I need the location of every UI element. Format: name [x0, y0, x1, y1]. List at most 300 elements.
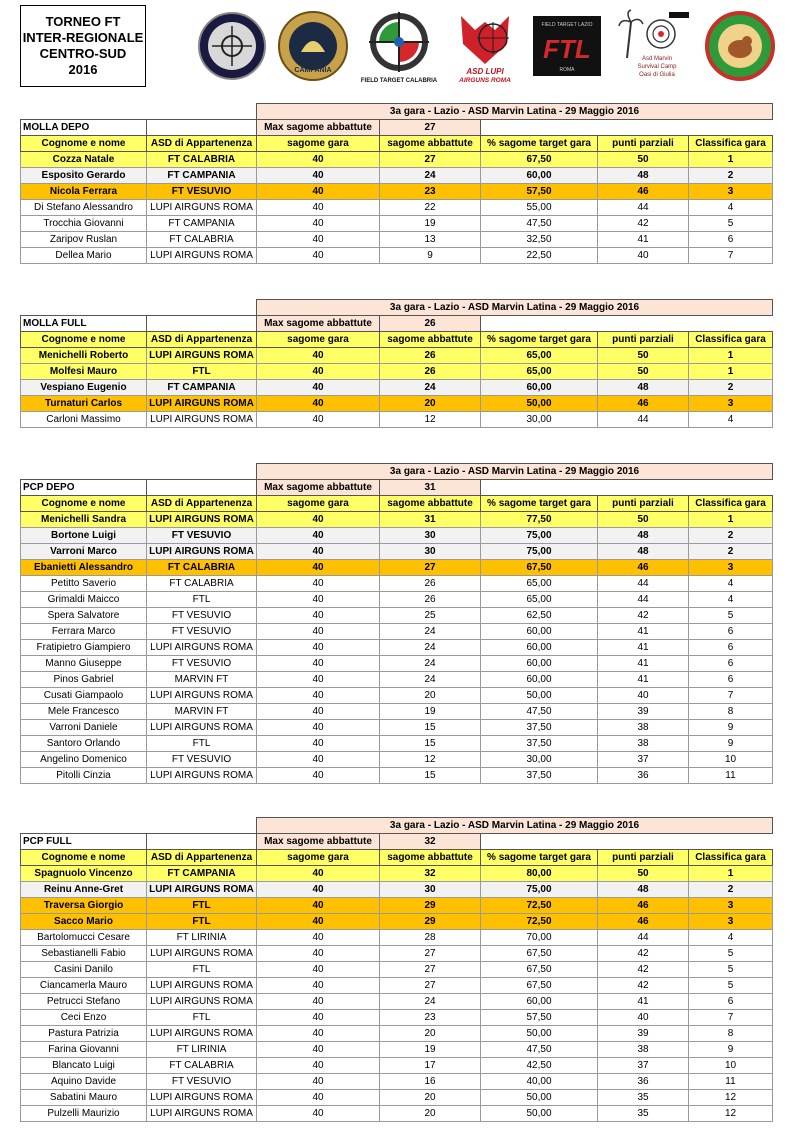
competitor-name: Sebastianelli Fabio [21, 946, 147, 962]
table-row [21, 232, 773, 248]
table-row [21, 736, 773, 752]
col-header: Classifica gara [689, 496, 773, 512]
hit-percentage: 50,00 [481, 396, 598, 412]
partial-points: 38 [598, 720, 689, 736]
section-pcp-full [20, 817, 772, 1122]
targets-total: 40 [257, 364, 380, 380]
club-name: FT VESUVIO [147, 184, 257, 200]
table-row [21, 656, 773, 672]
targets-total: 40 [257, 184, 380, 200]
club-name: FT VESUVIO [147, 624, 257, 640]
hit-percentage: 47,50 [481, 216, 598, 232]
targets-hit: 15 [380, 720, 481, 736]
table-row [21, 248, 773, 264]
targets-total: 40 [257, 248, 380, 264]
club-name: FT LIRINIA [147, 930, 257, 946]
competitor-name: Zaripov Ruslan [21, 232, 147, 248]
table-row [21, 1042, 773, 1058]
table-row [21, 364, 773, 380]
targets-total: 40 [257, 640, 380, 656]
club-name: MARVIN FT [147, 672, 257, 688]
table-row [21, 704, 773, 720]
club-name: FT LIRINIA [147, 1042, 257, 1058]
table-row [21, 624, 773, 640]
table-row [21, 184, 773, 200]
race-rank: 11 [689, 768, 773, 784]
race-rank: 5 [689, 978, 773, 994]
table-row [21, 768, 773, 784]
race-rank: 4 [689, 592, 773, 608]
targets-hit: 20 [380, 1106, 481, 1122]
targets-total: 40 [257, 994, 380, 1010]
table-row [21, 1010, 773, 1026]
svg-text:Asd Marvin: Asd Marvin [641, 56, 673, 62]
club-name: FT VESUVIO [147, 1074, 257, 1090]
partial-points: 36 [598, 1074, 689, 1090]
targets-hit: 26 [380, 348, 481, 364]
targets-hit: 23 [380, 184, 481, 200]
partial-points: 41 [598, 232, 689, 248]
race-rank: 5 [689, 962, 773, 978]
col-header: sagome abbattute [380, 850, 481, 866]
race-rank: 4 [689, 576, 773, 592]
targets-hit: 23 [380, 1010, 481, 1026]
targets-total: 40 [257, 752, 380, 768]
race-rank: 8 [689, 704, 773, 720]
partial-points: 46 [598, 914, 689, 930]
competitor-name: Di Stefano Alessandro [21, 200, 147, 216]
category-label: PCP DEPO [21, 480, 147, 496]
partial-points: 46 [598, 560, 689, 576]
hit-percentage: 50,00 [481, 1026, 598, 1042]
partial-points: 40 [598, 688, 689, 704]
col-header: sagome abbattute [380, 136, 481, 152]
hit-percentage: 67,50 [481, 962, 598, 978]
hit-percentage: 65,00 [481, 348, 598, 364]
table-row [21, 898, 773, 914]
targets-total: 40 [257, 560, 380, 576]
club-name: LUPI AIRGUNS ROMA [147, 396, 257, 412]
sponsor-logos [196, 8, 776, 88]
targets-total: 40 [257, 1074, 380, 1090]
targets-total: 40 [257, 412, 380, 428]
col-header: punti parziali [598, 136, 689, 152]
targets-hit: 15 [380, 736, 481, 752]
ftl-logo [532, 8, 602, 84]
table-row [21, 962, 773, 978]
targets-total: 40 [257, 1042, 380, 1058]
col-header: punti parziali [598, 496, 689, 512]
hit-percentage: 67,50 [481, 978, 598, 994]
race-rank: 4 [689, 412, 773, 428]
hit-percentage: 37,50 [481, 720, 598, 736]
hit-percentage: 60,00 [481, 168, 598, 184]
targets-hit: 24 [380, 672, 481, 688]
targets-total: 40 [257, 200, 380, 216]
targets-hit: 25 [380, 608, 481, 624]
results-table [20, 299, 773, 428]
column-header-row [21, 332, 773, 348]
targets-hit: 31 [380, 512, 481, 528]
targets-total: 40 [257, 1106, 380, 1122]
race-rank: 7 [689, 1010, 773, 1026]
col-header: Cognome e nome [21, 332, 147, 348]
competitor-name: Pitolli Cinzia [21, 768, 147, 784]
targets-total: 40 [257, 882, 380, 898]
targets-hit: 26 [380, 592, 481, 608]
table-row [21, 1106, 773, 1122]
hit-percentage: 50,00 [481, 1090, 598, 1106]
targets-total: 40 [257, 1026, 380, 1042]
table-row [21, 930, 773, 946]
table-row [21, 1026, 773, 1042]
event-banner: 3a gara - Lazio - ASD Marvin Latina - 29 Maggio 2016 [257, 300, 773, 316]
club-name: FT VESUVIO [147, 752, 257, 768]
partial-points: 48 [598, 168, 689, 184]
targets-total: 40 [257, 930, 380, 946]
club-name: FT VESUVIO [147, 528, 257, 544]
partial-points: 50 [598, 512, 689, 528]
hit-percentage: 75,00 [481, 544, 598, 560]
club-name: LUPI AIRGUNS ROMA [147, 412, 257, 428]
partial-points: 37 [598, 752, 689, 768]
targets-total: 40 [257, 672, 380, 688]
ftl-logo-text: FTL [543, 34, 591, 64]
competitor-name: Varroni Marco [21, 544, 147, 560]
race-rank: 5 [689, 216, 773, 232]
targets-hit: 24 [380, 624, 481, 640]
targets-total: 40 [257, 720, 380, 736]
hit-percentage: 22,50 [481, 248, 598, 264]
targets-total: 40 [257, 528, 380, 544]
club-name: MARVIN FT [147, 704, 257, 720]
targets-hit: 26 [380, 364, 481, 380]
targets-hit: 26 [380, 576, 481, 592]
partial-points: 50 [598, 152, 689, 168]
competitor-name: Manno Giuseppe [21, 656, 147, 672]
club-name: LUPI AIRGUNS ROMA [147, 1106, 257, 1122]
partial-points: 50 [598, 348, 689, 364]
partial-points: 41 [598, 994, 689, 1010]
partial-points: 44 [598, 592, 689, 608]
targets-total: 40 [257, 704, 380, 720]
competitor-name: Bortone Luigi [21, 528, 147, 544]
targets-total: 40 [257, 1090, 380, 1106]
club-name: LUPI AIRGUNS ROMA [147, 978, 257, 994]
club-name: FTL [147, 962, 257, 978]
club-name: FT CALABRIA [147, 232, 257, 248]
targets-hit: 29 [380, 898, 481, 914]
col-header: Cognome e nome [21, 136, 147, 152]
hit-percentage: 65,00 [481, 592, 598, 608]
targets-hit: 24 [380, 168, 481, 184]
col-header: sagome gara [257, 136, 380, 152]
race-rank: 3 [689, 560, 773, 576]
category-label: MOLLA FULL [21, 316, 147, 332]
hit-percentage: 37,50 [481, 768, 598, 784]
campania-logo-text: CAMPANIA [294, 67, 332, 74]
race-rank: 6 [689, 624, 773, 640]
hit-percentage: 30,00 [481, 752, 598, 768]
targets-hit: 24 [380, 640, 481, 656]
partial-points: 44 [598, 930, 689, 946]
targets-total: 40 [257, 544, 380, 560]
hit-percentage: 32,50 [481, 232, 598, 248]
table-row [21, 608, 773, 624]
competitor-name: Bartolomucci Cesare [21, 930, 147, 946]
partial-points: 35 [598, 1106, 689, 1122]
targets-hit: 30 [380, 528, 481, 544]
partial-points: 40 [598, 1010, 689, 1026]
table-row [21, 412, 773, 428]
targets-total: 40 [257, 576, 380, 592]
competitor-name: Spagnuolo Vincenzo [21, 866, 147, 882]
targets-hit: 27 [380, 978, 481, 994]
club-name: LUPI AIRGUNS ROMA [147, 544, 257, 560]
hit-percentage: 55,00 [481, 200, 598, 216]
hit-percentage: 67,50 [481, 946, 598, 962]
title-line: TORNEO FT [45, 14, 121, 29]
col-header: ASD di Appartenenza [147, 136, 257, 152]
competitor-name: Santoro Orlando [21, 736, 147, 752]
hit-percentage: 77,50 [481, 512, 598, 528]
targets-total: 40 [257, 962, 380, 978]
competitor-name: Pastura Patrizia [21, 1026, 147, 1042]
partial-points: 46 [598, 184, 689, 200]
targets-total: 40 [257, 946, 380, 962]
targets-hit: 16 [380, 1074, 481, 1090]
competitor-name: Farina Giovanni [21, 1042, 147, 1058]
partial-points: 48 [598, 380, 689, 396]
partial-points: 42 [598, 962, 689, 978]
club-name: FT CAMPANIA [147, 866, 257, 882]
race-rank: 2 [689, 528, 773, 544]
targets-total: 40 [257, 608, 380, 624]
section-pcp-depo [20, 463, 772, 784]
race-rank: 9 [689, 720, 773, 736]
race-rank: 2 [689, 544, 773, 560]
targets-hit: 12 [380, 752, 481, 768]
race-rank: 9 [689, 1042, 773, 1058]
tournament-title [20, 5, 146, 87]
club-name: LUPI AIRGUNS ROMA [147, 1090, 257, 1106]
race-rank: 6 [689, 656, 773, 672]
club-name: FTL [147, 898, 257, 914]
results-table [20, 817, 773, 1122]
club-name: LUPI AIRGUNS ROMA [147, 248, 257, 264]
race-rank: 4 [689, 930, 773, 946]
competitor-name: Spera Salvatore [21, 608, 147, 624]
targets-total: 40 [257, 866, 380, 882]
max-value: 26 [380, 316, 481, 332]
hit-percentage: 57,50 [481, 184, 598, 200]
race-rank: 1 [689, 364, 773, 380]
club-name: LUPI AIRGUNS ROMA [147, 768, 257, 784]
competitor-name: Esposito Gerardo [21, 168, 147, 184]
targets-hit: 30 [380, 544, 481, 560]
targets-total: 40 [257, 348, 380, 364]
partial-points: 41 [598, 672, 689, 688]
targets-hit: 20 [380, 396, 481, 412]
targets-hit: 27 [380, 946, 481, 962]
col-header: % sagome target gara [481, 850, 598, 866]
column-header-row [21, 850, 773, 866]
competitor-name: Ebanietti Alessandro [21, 560, 147, 576]
hit-percentage: 67,50 [481, 560, 598, 576]
club-name: FTL [147, 914, 257, 930]
targets-hit: 20 [380, 1090, 481, 1106]
category-label: PCP FULL [21, 834, 147, 850]
max-label: Max sagome abbattute [257, 834, 380, 850]
race-rank: 11 [689, 1074, 773, 1090]
col-header: punti parziali [598, 332, 689, 348]
targets-total: 40 [257, 624, 380, 640]
targets-hit: 20 [380, 1026, 481, 1042]
partial-points: 41 [598, 624, 689, 640]
race-rank: 9 [689, 736, 773, 752]
table-row [21, 1090, 773, 1106]
race-rank: 3 [689, 396, 773, 412]
col-header: Classifica gara [689, 332, 773, 348]
table-row [21, 576, 773, 592]
round-club-logo [704, 8, 776, 84]
competitor-name: Vespiano Eugenio [21, 380, 147, 396]
col-header: ASD di Appartenenza [147, 332, 257, 348]
partial-points: 41 [598, 640, 689, 656]
race-rank: 6 [689, 232, 773, 248]
partial-points: 36 [598, 768, 689, 784]
table-row [21, 688, 773, 704]
hit-percentage: 40,00 [481, 1074, 598, 1090]
targets-hit: 27 [380, 560, 481, 576]
targets-total: 40 [257, 768, 380, 784]
partial-points: 46 [598, 396, 689, 412]
results-table [20, 103, 773, 264]
club-name: FTL [147, 364, 257, 380]
targets-total: 40 [257, 512, 380, 528]
competitor-name: Ceci Enzo [21, 1010, 147, 1026]
race-rank: 1 [689, 152, 773, 168]
club-name: FT VESUVIO [147, 656, 257, 672]
table-row [21, 1058, 773, 1074]
targets-total: 40 [257, 592, 380, 608]
club-name: LUPI AIRGUNS ROMA [147, 1026, 257, 1042]
targets-total: 40 [257, 168, 380, 184]
col-header: ASD di Appartenenza [147, 496, 257, 512]
race-rank: 1 [689, 866, 773, 882]
targets-hit: 15 [380, 768, 481, 784]
targets-hit: 24 [380, 994, 481, 1010]
partial-points: 39 [598, 704, 689, 720]
column-header-row [21, 136, 773, 152]
competitor-name: Sabatini Mauro [21, 1090, 147, 1106]
svg-text:Survival Camp: Survival Camp [637, 64, 677, 70]
race-rank: 6 [689, 994, 773, 1010]
hit-percentage: 30,00 [481, 412, 598, 428]
competitor-name: Pinos Gabriel [21, 672, 147, 688]
col-header: punti parziali [598, 850, 689, 866]
targets-hit: 9 [380, 248, 481, 264]
event-banner: 3a gara - Lazio - ASD Marvin Latina - 29 Maggio 2016 [257, 464, 773, 480]
svg-text:Oasi di Giulia: Oasi di Giulia [639, 72, 675, 78]
competitor-name: Dellea Mario [21, 248, 147, 264]
targets-total: 40 [257, 736, 380, 752]
table-row [21, 978, 773, 994]
club-name: FT CALABRIA [147, 1058, 257, 1074]
hit-percentage: 80,00 [481, 866, 598, 882]
table-row [21, 348, 773, 364]
club-name: LUPI AIRGUNS ROMA [147, 946, 257, 962]
club-name: LUPI AIRGUNS ROMA [147, 994, 257, 1010]
title-line: CENTRO-SUD [39, 46, 127, 61]
partial-points: 39 [598, 1026, 689, 1042]
col-header: Cognome e nome [21, 496, 147, 512]
hit-percentage: 72,50 [481, 898, 598, 914]
circle-emblem-logo [196, 8, 268, 84]
col-header: sagome gara [257, 496, 380, 512]
svg-text:ROMA: ROMA [559, 67, 575, 73]
competitor-name: Casini Danilo [21, 962, 147, 978]
club-name: LUPI AIRGUNS ROMA [147, 200, 257, 216]
race-rank: 2 [689, 882, 773, 898]
targets-hit: 19 [380, 1042, 481, 1058]
partial-points: 42 [598, 608, 689, 624]
targets-total: 40 [257, 688, 380, 704]
targets-hit: 20 [380, 688, 481, 704]
targets-total: 40 [257, 152, 380, 168]
competitor-name: Varroni Daniele [21, 720, 147, 736]
partial-points: 38 [598, 736, 689, 752]
competitor-name: Turnaturi Carlos [21, 396, 147, 412]
club-name: LUPI AIRGUNS ROMA [147, 512, 257, 528]
race-rank: 10 [689, 752, 773, 768]
hit-percentage: 42,50 [481, 1058, 598, 1074]
asd-marvin-survival-camp-logo [616, 8, 690, 84]
targets-hit: 19 [380, 704, 481, 720]
competitor-name: Reinu Anne-Gret [21, 882, 147, 898]
club-name: FT CALABRIA [147, 560, 257, 576]
targets-total: 40 [257, 396, 380, 412]
partial-points: 48 [598, 544, 689, 560]
race-rank: 12 [689, 1106, 773, 1122]
max-label: Max sagome abbattute [257, 120, 380, 136]
col-header: sagome gara [257, 850, 380, 866]
partial-points: 35 [598, 1090, 689, 1106]
targets-hit: 13 [380, 232, 481, 248]
table-row [21, 544, 773, 560]
asd-lupi-airguns-roma-logo [448, 8, 522, 84]
targets-hit: 24 [380, 380, 481, 396]
table-row [21, 640, 773, 656]
club-name: LUPI AIRGUNS ROMA [147, 882, 257, 898]
race-rank: 3 [689, 184, 773, 200]
club-name: FT CAMPANIA [147, 216, 257, 232]
col-header: sagome abbattute [380, 496, 481, 512]
hit-percentage: 60,00 [481, 380, 598, 396]
race-rank: 5 [689, 946, 773, 962]
club-name: LUPI AIRGUNS ROMA [147, 640, 257, 656]
hit-percentage: 60,00 [481, 672, 598, 688]
competitor-name: Petitto Saverio [21, 576, 147, 592]
hit-percentage: 62,50 [481, 608, 598, 624]
competitor-name: Ferrara Marco [21, 624, 147, 640]
club-name: FTL [147, 1010, 257, 1026]
col-header: sagome gara [257, 332, 380, 348]
max-label: Max sagome abbattute [257, 480, 380, 496]
hit-percentage: 72,50 [481, 914, 598, 930]
competitor-name: Cusati Giampaolo [21, 688, 147, 704]
table-row [21, 396, 773, 412]
